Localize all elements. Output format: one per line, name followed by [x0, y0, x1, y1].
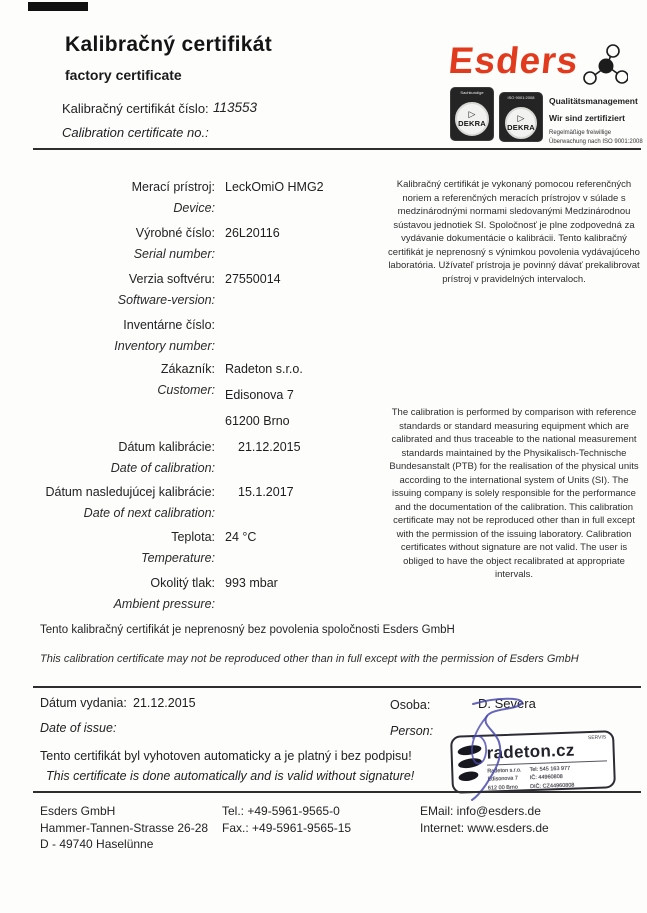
issue-date-label-en: Date of issue: — [40, 721, 117, 735]
footer-online — [420, 803, 549, 836]
person-label-en: Person: — [390, 724, 434, 738]
footer-city: D - 49740 Haselünne — [40, 837, 154, 851]
person-label-sk: Osoba: — [390, 698, 431, 712]
next-cal-label-en: Date of next calibration: — [83, 506, 215, 520]
dekra-seal-2-header: ISO 9001:2008 — [507, 95, 535, 100]
dekra-seal-2 — [500, 93, 542, 141]
statement-en: This calibration certificate may not be reproduced other than in full except with the permission of Esders GmbH — [40, 653, 579, 665]
auto-valid-en: This certificate is done automatically and is valid without signature! — [46, 769, 415, 783]
divider-top — [33, 148, 641, 150]
serial-label-en: Serial number: — [133, 247, 215, 261]
footer-street: Hammer-Tannen-Strasse 26-28 — [40, 820, 209, 835]
temperature-label-en: Temperature: — [141, 551, 215, 565]
footer-email: EMail: info@esders.de — [420, 804, 541, 818]
dekra-seal-1-label: DEKRA — [458, 119, 486, 128]
certificate-no-label-en: Calibration certificate no.: — [62, 125, 209, 140]
auto-valid-sk: Tento certifikát byl vyhotoven automaticky a je platný i bez podpisu! — [40, 749, 412, 763]
page-title: Kalibračný certifikát — [65, 33, 273, 56]
customer-street: Edisonova 7 — [225, 388, 294, 402]
issue-date-label-sk: Dátum vydania: — [40, 696, 127, 710]
stamp-contact: Tel: 545 163 977 IČ: 44960808 DIČ: CZ44960808 — [529, 765, 575, 790]
footer-address — [40, 803, 208, 853]
esders-logo-text: Esders — [446, 40, 581, 81]
serial-value: 26L20116 — [225, 226, 280, 240]
quality-line-3: Regelmäßige freiwillige — [549, 130, 612, 136]
divider-footer — [33, 791, 641, 793]
scan-artifact — [28, 2, 88, 11]
customer-label-sk: Zákazník: — [160, 362, 215, 376]
serial-label-sk: Výrobné číslo: — [135, 226, 215, 240]
dekra-seal-1-header: Sachkundige — [460, 90, 484, 95]
stamp-domain: radeton.cz — [486, 740, 575, 763]
quality-line-4: Überwachung nach ISO 9001:2008 — [549, 139, 643, 145]
dekra-arrow-icon: ▷ — [468, 109, 476, 119]
customer-city: 61200 Brno — [225, 414, 290, 428]
software-value: 27550014 — [225, 272, 281, 286]
customer-label-en: Customer: — [157, 383, 215, 397]
device-label-en: Device: — [173, 201, 215, 215]
device-label-sk: Merací prístroj: — [131, 180, 215, 194]
next-cal-label-sk: Dátum nasledujúcej kalibrácie: — [45, 485, 215, 499]
footer-tel: Tel.: +49-5961-9565-0 — [222, 804, 340, 818]
molecule-icon — [582, 44, 628, 86]
next-cal-value: 15.1.2017 — [238, 485, 294, 499]
divider-issue — [33, 686, 641, 688]
stamp-address: Radeton s.r.o. Edisonova 7 612 00 Brno — [487, 767, 522, 792]
quality-line-1: Qualitätsmanagement — [549, 96, 638, 106]
temperature-label-sk: Teplota: — [171, 530, 215, 544]
pressure-label-sk: Okolitý tlak: — [150, 576, 215, 590]
dekra-seal-2-label: DEKRA — [507, 123, 535, 132]
certificate-no-label-sk: Kalibračný certifikát číslo: — [62, 101, 209, 116]
footer-company: Esders GmbH — [40, 804, 116, 818]
footer-phone — [222, 803, 351, 836]
page-subtitle: factory certificate — [65, 67, 182, 83]
footer-internet: Internet: www.esders.de — [420, 820, 549, 835]
device-value: LeckOmiO HMG2 — [225, 180, 324, 194]
statement-sk: Tento kalibračný certifikát je neprenosný bez povolenia spoločnosti Esders GmbH — [40, 624, 455, 636]
customer-name: Radeton s.r.o. — [225, 362, 303, 376]
pressure-value: 993 mbar — [225, 576, 278, 590]
calibration-note-en: The calibration is performed by comparison with reference standards or standard measuring equipment which are calibrated and thus traceable to the national measurement standards maintained by the Physikalisch-Technische Bundesanstalt (PTB) for the realisation of the physical units according to the international system of Units (SI). The issuing company is solely responsible for the performance and the documentation of the calibration. This calibration certificate may not be reproduced other than in full except with the permission of the issuing laboratory. Calibration certificates without signature are not valid. The user is obliged to have the object recalibrated at appropriate intervals. — [389, 407, 639, 580]
cal-date-label-en: Date of calibration: — [110, 461, 215, 475]
issue-date-value: 21.12.2015 — [133, 696, 196, 710]
temperature-value: 24 °C — [225, 530, 257, 544]
quality-text-block — [549, 96, 644, 147]
software-label-en: Software-version: — [117, 293, 215, 307]
calibration-note-sk: Kalibračný certifikát je vykonaný pomocou referenčných noriem a referenčných meracích prístrojov v súlade s medzinárodnými normami sledovanými Medzinárodnou sústavou jednotiek SI. Spoločnosť je plne zodpovedná za vydávanie dokumentácie o kalibrácii. Tento kalibračný certifikát je neprenosný s výnimkou povolenia vydávajúceho laboratória. Užívateľ prístroja je povinný dávať prekalibrovat prístroj v pravidelných intervaloch. — [388, 179, 640, 285]
dekra-seal-1 — [451, 88, 493, 140]
signature — [455, 692, 565, 804]
person-name: D. Severa — [478, 696, 536, 711]
esders-logo-block — [446, 40, 645, 86]
certificate-no-value: 113553 — [213, 100, 258, 115]
pressure-label-en: Ambient pressure: — [113, 597, 215, 611]
software-label-sk: Verzia softvéru: — [128, 272, 215, 286]
inventory-label-en: Inventory number: — [114, 339, 215, 353]
quality-line-2: Wir sind zertifiziert — [549, 113, 625, 123]
inventory-label-sk: Inventárne číslo: — [123, 318, 215, 332]
footer-fax: Fax.: +49-5961-9565-15 — [222, 820, 352, 835]
cal-date-value: 21.12.2015 — [238, 440, 301, 454]
dekra-arrow-icon: ▷ — [517, 113, 525, 123]
cal-date-label-sk: Dátum kalibrácie: — [118, 440, 215, 454]
stamp-servis-label: SERVIS — [587, 734, 607, 742]
